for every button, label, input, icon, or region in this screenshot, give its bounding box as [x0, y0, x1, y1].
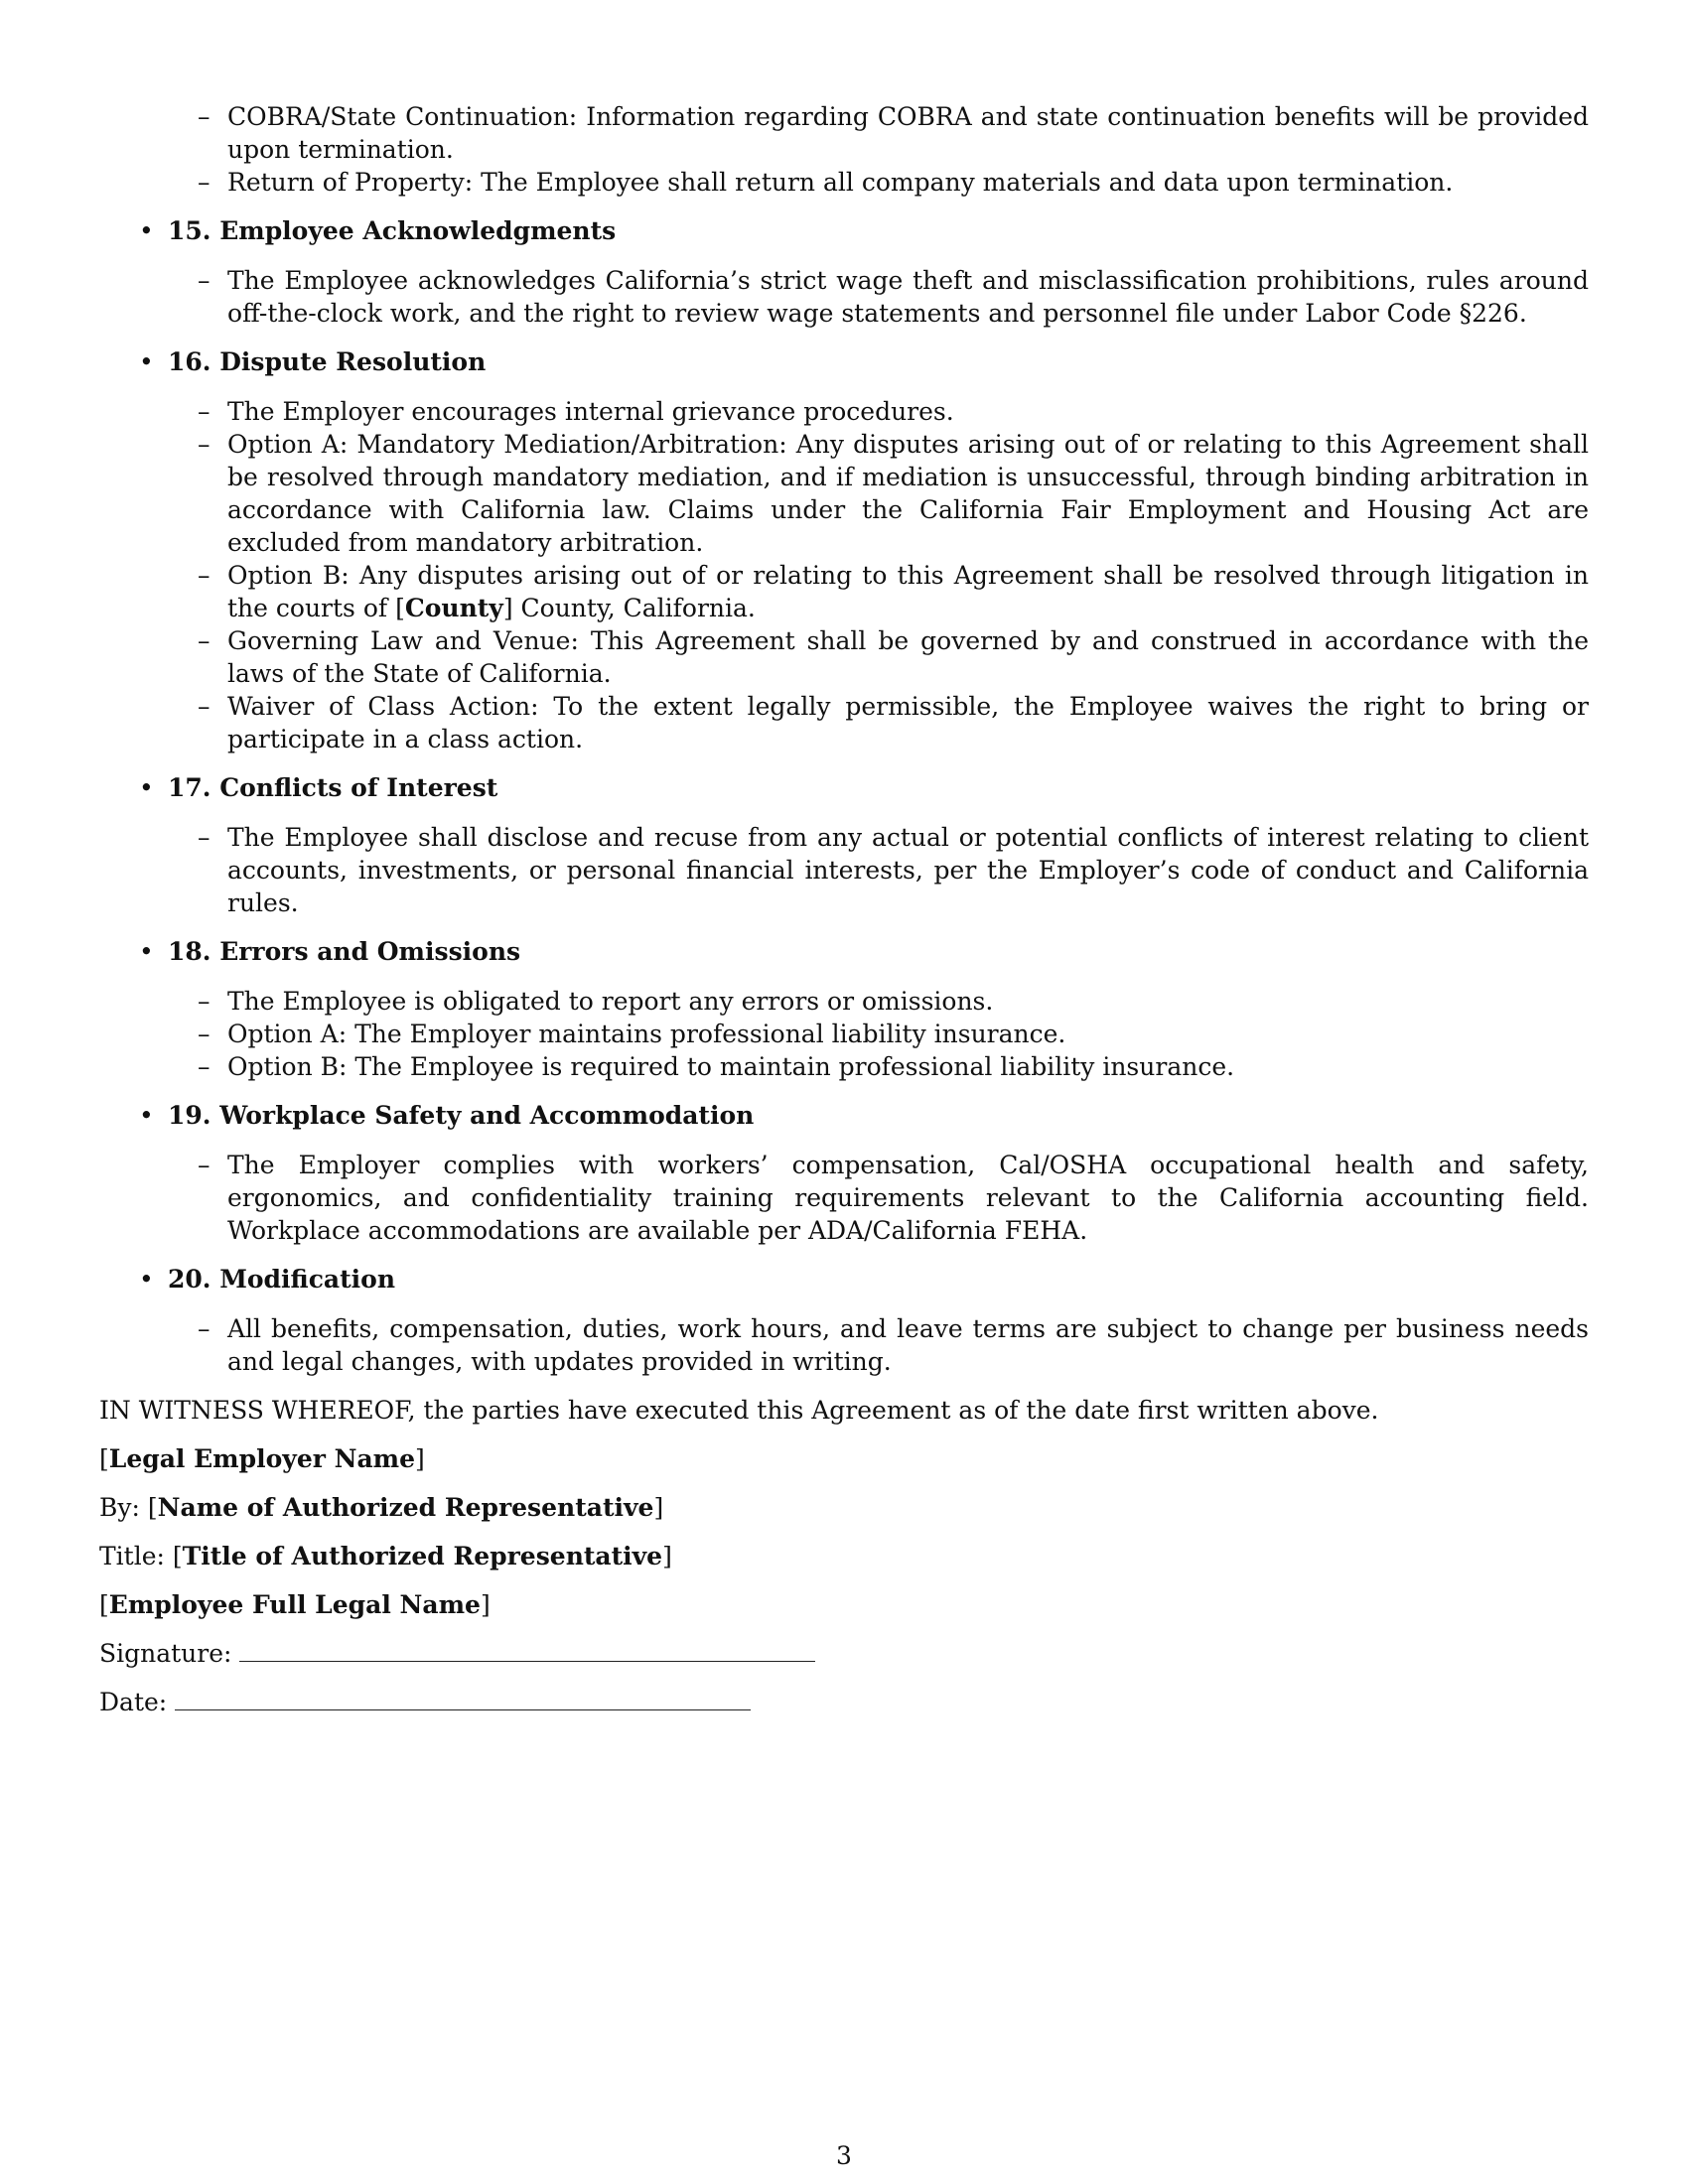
- list-item: [99, 1149, 1589, 1247]
- employer-name-line: [99, 1442, 1589, 1475]
- list-item: [99, 166, 1589, 199]
- item-text: Option B: Any disputes arising out of or relating to this Agreement shall be resolved through litigation in the courts of [: [227, 561, 1589, 622]
- bracket-close: ]: [653, 1493, 664, 1522]
- list-item: [99, 100, 1589, 166]
- continued-list: [99, 100, 1589, 199]
- list-item: [99, 395, 1589, 428]
- section-heading: [99, 214, 1589, 247]
- list-item: [99, 821, 1589, 919]
- item-text: Governing Law and Venue: This Agreement shall be governed by and construed in accordance with the laws of the State of California.: [227, 626, 1589, 688]
- document-page: [99, 100, 1589, 1718]
- section-title: 16. Dispute Resolution: [168, 347, 487, 376]
- dash-marker: –: [198, 626, 211, 655]
- list-item: [99, 1018, 1589, 1050]
- section-17: [99, 771, 1589, 919]
- item-text: The Employee shall disclose and recuse from any actual or potential conflicts of interest relating to client accounts, investments, or personal financial interests, per the Employer’s code of conduct and California rules.: [227, 823, 1589, 917]
- section-20: [99, 1263, 1589, 1378]
- sub-list: [99, 395, 1589, 755]
- bracket-close: ]: [662, 1542, 672, 1570]
- list-item: [99, 690, 1589, 755]
- dash-marker: –: [198, 1314, 211, 1343]
- list-item: [99, 264, 1589, 330]
- dash-marker: –: [198, 430, 211, 459]
- date-line: [99, 1686, 1589, 1718]
- sub-list: [99, 264, 1589, 330]
- list-item: [99, 985, 1589, 1018]
- dash-marker: –: [198, 561, 211, 590]
- sub-list: [99, 821, 1589, 919]
- item-text: The Employee is obligated to report any errors or omissions.: [227, 987, 994, 1016]
- section-15: [99, 214, 1589, 330]
- dash-marker: –: [198, 823, 211, 852]
- dash-marker: –: [198, 987, 211, 1016]
- signature-label: Signature:: [99, 1639, 232, 1668]
- bracket-open: [: [99, 1590, 109, 1619]
- section-heading: [99, 1263, 1589, 1296]
- dash-marker: –: [198, 266, 211, 295]
- section-title: 15. Employee Acknowledgments: [168, 216, 617, 245]
- item-text: The Employee acknowledges California’s strict wage theft and misclassification prohibitions, rules around off-the-clock work, and the right to review wage statements and personnel file under Labor Code §226.: [227, 266, 1589, 328]
- item-text: Return of Property: The Employee shall return all company materials and data upon termination.: [227, 168, 1454, 197]
- bullet-marker: •: [139, 1101, 154, 1130]
- date-field[interactable]: [175, 1688, 751, 1710]
- section-title: 18. Errors and Omissions: [168, 937, 521, 966]
- bullet-marker: •: [139, 937, 154, 966]
- list-item: [99, 428, 1589, 559]
- county-placeholder: County: [404, 594, 503, 622]
- sub-list: [99, 1149, 1589, 1247]
- signature-field[interactable]: [239, 1639, 815, 1662]
- section-heading: [99, 1099, 1589, 1132]
- by-label: By:: [99, 1493, 148, 1522]
- list-item: [99, 624, 1589, 690]
- item-text: Waiver of Class Action: To the extent legally permissible, the Employee waives the right to bring or participate in a class action.: [227, 692, 1589, 753]
- representative-name-placeholder: Name of Authorized Representative: [157, 1493, 654, 1522]
- sub-list: [99, 985, 1589, 1083]
- list-item: [99, 1050, 1589, 1083]
- title-line: [99, 1540, 1589, 1572]
- section-title: 20. Modification: [168, 1265, 396, 1294]
- item-text: Option B: The Employee is required to maintain professional liability insurance.: [227, 1052, 1235, 1081]
- bullet-marker: •: [139, 347, 154, 376]
- by-line: [99, 1491, 1589, 1524]
- bullet-marker: •: [139, 773, 154, 802]
- sections-list: [99, 214, 1589, 1378]
- bracket-open: [: [172, 1542, 183, 1570]
- title-label: Title:: [99, 1542, 173, 1570]
- bullet-marker: •: [139, 216, 154, 245]
- dash-marker: –: [198, 1052, 211, 1081]
- item-text: Option A: The Employer maintains professional liability insurance.: [227, 1020, 1066, 1048]
- section-title: 19. Workplace Safety and Accommodation: [168, 1101, 755, 1130]
- employee-name-placeholder: Employee Full Legal Name: [108, 1590, 481, 1619]
- sub-list: [99, 1312, 1589, 1378]
- section-heading: [99, 345, 1589, 378]
- dash-marker: –: [198, 397, 211, 426]
- signature-line: [99, 1637, 1589, 1670]
- item-text: Option A: Mandatory Mediation/Arbitration: Any disputes arising out of or relating to this Agreement shall be resolved through mandatory mediation, and if mediation is unsuccessful, through binding arbitration in accordance with California law. Claims under the California Fair Employment and Housing Act are excluded from mandatory arbitration.: [227, 430, 1589, 557]
- witness-statement: IN WITNESS WHEREOF, the parties have executed this Agreement as of the date first written above.: [99, 1396, 1379, 1425]
- dash-marker: –: [198, 1020, 211, 1048]
- dash-marker: –: [198, 692, 211, 721]
- employee-name-line: [99, 1588, 1589, 1621]
- bracket-close: ]: [480, 1590, 491, 1619]
- section-18: [99, 935, 1589, 1083]
- item-text: The Employer complies with workers’ compensation, Cal/OSHA occupational health and safety, ergonomics, and confidentiality training requirements relevant to the California accounting field. Workplace accommodations are available per ADA/California FEHA.: [227, 1151, 1589, 1245]
- section-heading: [99, 771, 1589, 804]
- representative-title-placeholder: Title of Authorized Representative: [182, 1542, 663, 1570]
- bullet-marker: •: [139, 1265, 154, 1294]
- item-text: COBRA/State Continuation: Information regarding COBRA and state continuation benefits will be provided upon termination.: [227, 102, 1589, 164]
- item-text: All benefits, compensation, duties, work hours, and leave terms are subject to change per business needs and legal changes, with updates provided in writing.: [227, 1314, 1589, 1376]
- dash-marker: –: [198, 1151, 211, 1179]
- page-number: 3: [836, 2141, 852, 2170]
- dash-marker: –: [198, 102, 211, 131]
- employer-name-placeholder: Legal Employer Name: [108, 1444, 416, 1473]
- date-label: Date:: [99, 1688, 168, 1716]
- bracket-close: ]: [415, 1444, 425, 1473]
- section-19: [99, 1099, 1589, 1247]
- list-item: [99, 559, 1589, 624]
- dash-marker: –: [198, 168, 211, 197]
- bracket-open: [: [147, 1493, 158, 1522]
- list-item: [99, 1312, 1589, 1378]
- item-text: ] County, California.: [502, 594, 756, 622]
- section-heading: [99, 935, 1589, 968]
- item-text: The Employer encourages internal grievance procedures.: [227, 397, 954, 426]
- section-16: [99, 345, 1589, 755]
- section-title: 17. Conflicts of Interest: [168, 773, 498, 802]
- bracket-open: [: [99, 1444, 109, 1473]
